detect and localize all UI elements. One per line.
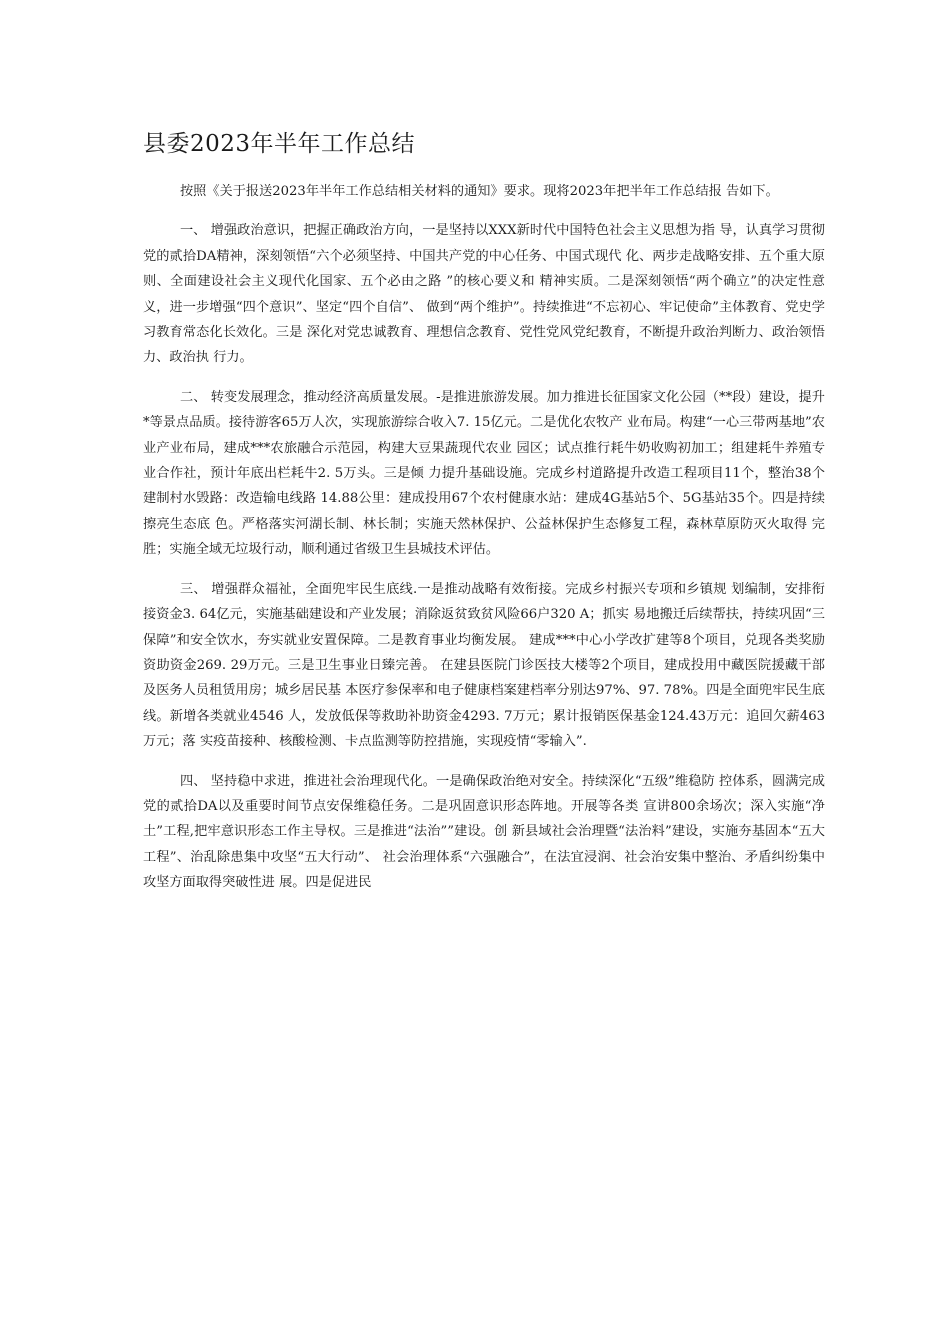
section-economic-development: 二、 转变发展理念，推动经济高质量发展。-是推进旅游发展。加力推进长征国家文化公园（**段）建设，提升*等景点品质。接待游客65万人次，实现旅游综合收入7. 15亿元。二是优化农牧产 业布局。构建“一心三带两基地”农业产业布局，建成***农旅融合示范园，构建大豆果蔬现代农业 园区；试点推行耗牛奶收购初加工；组建耗牛养殖专业合作社，预计年底出栏耗牛2. 5万头。三是倾 力提升基础设施。完成乡村道路提升改造工程项目11个，整治38个建制村水毁路：改造输电线路 14.88公里：建成投用67个农村健康水站：建成4G基站5个、5G基站35个。四是持续擦亮生态底 色。严格落实河湖长制、林长制；实施天然林保护、公益林保护生态修复工程，森林草原防灭火取得 完胜；实施全域无垃圾行动，顺利通过省级卫生县城技术评估。 <box>143 389 825 558</box>
intro-paragraph: 按照《关于报送2023年半年工作总结相关材料的通知》要求。现将2023年把半年工作总结报 告如下。 <box>179 184 779 199</box>
section-public-welfare: 三、 增强群众福祉，全面兜牢民生底线.一是推动战略有效衔接。完成乡村振兴专项和乡镇规 划编制，安排衔接资金3. 64亿元，实施基础建设和产业发展；消除返贫致贫风险66户320 A；抓实 易地搬迁后续帮扶，持续巩固“三保障”和安全饮水，夯实就业安置保障。二是教育事业均衡发展。 建成***中心小学改扩建等8个项目，兑现各类奖励资助资金269. 29万元。三是卫生事业日臻完善。 在建县医院门诊医技大楼等2个项目，建成投用中藏医院援藏干部及医务人员租赁用房；城乡居民基 本医疗参保率和电子健康档案建档率分别达97%、97. 78%。四是全面兜牢民生底线。新增各类就业4546 人，发放低保等救助补助资金4293. 7万元；累计报销医保基金124.43万元：追回欠薪463万元；落 实疫苗接种、核酸检测、卡点监测等防控措施，实现疫情“零输入”. <box>143 581 825 750</box>
document-body <box>143 179 825 910</box>
document-title: 县委2023年半年工作总结 <box>143 131 416 157</box>
section-social-governance: 四、 坚持稳中求进，推进社会治理现代化。一是确保政治绝对安全。持续深化“五级”维稳防 控体系，圆满完成党的贰拾DA以及重要时间节点安保维稳任务。二是巩固意识形态阵地。开展等各类 宣讲800余场次；深入实施“净土”工程,把牢意识形态工作主导权。三是推进“法治””建设。创 新县域社会治理暨“法治料”建设，实施夯基固本“五大工程”、治乱除患集中攻坚“五大行动”、 社会治理体系“六强融合”，在法宜浸润、社会治安集中整治、矛盾纠纷集中攻坚方面取得突破性进 展。四是促进民 <box>143 773 825 891</box>
section-political-awareness: 一、 增强政治意识，把握正确政治方向，一是坚持以XXX新时代中国特色社会主义思想为指 导，认真学习贯彻党的贰拾DA精神，深刻领悟“六个必须坚持、中国共产党的中心任务、中国式现代 化、两步走战略安排、五个重大原则、全面建设社会主义现代化国家、五个必由之路 ”的核心要义和 精神实质。二是深刻领悟“两个确立”的决定性意义，进一步增强“四个意识”、坚定“四个自信”、 做到“两个维护”。持续推进“不忘初心、牢记使命”主体教育、党史学习教育常态化长效化。三是 深化对党忠诚教育、理想信念教育、党性党风党纪教育，不断提升政治判断力、政治领悟力、政治执 行力。 <box>143 223 825 366</box>
